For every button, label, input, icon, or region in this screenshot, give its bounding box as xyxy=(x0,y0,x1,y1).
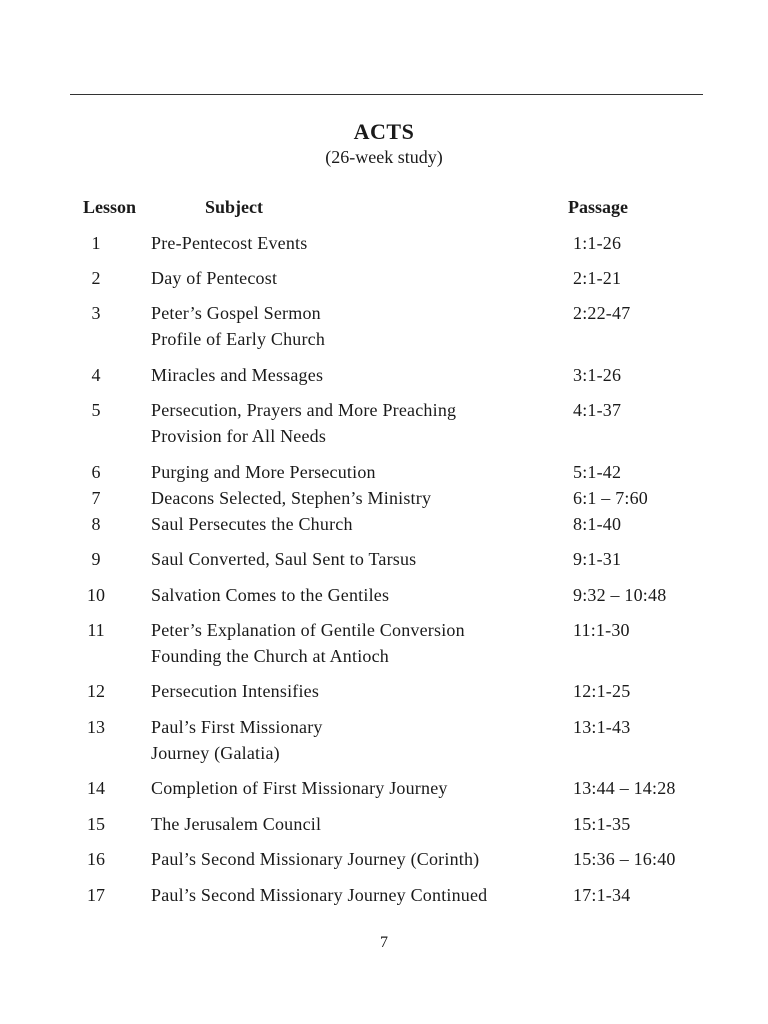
lesson-passage: 13:1-43 xyxy=(573,717,631,737)
subject-line: Paul’s First Missionary xyxy=(151,717,323,737)
lesson-number: 11 xyxy=(87,620,105,640)
lesson-number: 7 xyxy=(91,488,101,508)
lesson-passage: 13:44 – 14:28 xyxy=(573,778,676,798)
lesson-number: 13 xyxy=(87,717,105,737)
lesson-number: 4 xyxy=(91,365,101,385)
lesson-number: 16 xyxy=(87,849,105,869)
lesson-number: 15 xyxy=(87,814,105,834)
subject-line: Peter’s Explanation of Gentile Conversion xyxy=(151,620,465,640)
header-subject: Subject xyxy=(205,197,263,217)
subject-line: Completion of First Missionary Journey xyxy=(151,778,448,798)
lesson-number: 1 xyxy=(91,233,101,253)
subject-line: Salvation Comes to the Gentiles xyxy=(151,585,390,605)
lesson-subject xyxy=(151,617,465,669)
lesson-subject xyxy=(151,397,456,449)
subject-line: Provision for All Needs xyxy=(151,426,327,446)
lesson-subject xyxy=(151,511,353,537)
subject-line: Saul Converted, Saul Sent to Tarsus xyxy=(151,549,417,569)
subject-line: Miracles and Messages xyxy=(151,365,324,385)
lesson-subject xyxy=(151,882,487,908)
lesson-passage: 15:36 – 16:40 xyxy=(573,849,676,869)
lesson-subject xyxy=(151,265,277,291)
lesson-passage: 9:1-31 xyxy=(573,549,622,569)
lesson-passage: 5:1-42 xyxy=(573,462,622,482)
header-passage: Passage xyxy=(568,197,628,217)
subject-line: Journey (Galatia) xyxy=(151,743,280,763)
lesson-subject xyxy=(151,678,319,704)
lesson-number: 12 xyxy=(87,681,105,701)
lesson-subject xyxy=(151,811,321,837)
lesson-subject xyxy=(151,362,323,388)
subject-line: Persecution, Prayers and More Preaching xyxy=(151,400,457,420)
subject-line: Founding the Church at Antioch xyxy=(151,646,389,666)
lesson-passage: 17:1-34 xyxy=(573,885,631,905)
lesson-number: 6 xyxy=(91,462,101,482)
subject-line: The Jerusalem Council xyxy=(151,814,322,834)
lesson-subject xyxy=(151,230,307,256)
page-subtitle: (26-week study) xyxy=(325,147,443,167)
lesson-passage: 12:1-25 xyxy=(573,681,631,701)
subject-line: Saul Persecutes the Church xyxy=(151,514,353,534)
lesson-passage: 3:1-26 xyxy=(573,365,622,385)
subject-line: Peter’s Gospel Sermon xyxy=(151,303,321,323)
lesson-number: 3 xyxy=(91,303,101,323)
subject-line: Paul’s Second Missionary Journey (Corinth) xyxy=(151,849,480,869)
lesson-passage: 4:1-37 xyxy=(573,400,622,420)
lesson-subject xyxy=(151,846,479,872)
lesson-number: 5 xyxy=(91,400,101,420)
lesson-number: 14 xyxy=(87,778,105,798)
lesson-subject xyxy=(151,582,389,608)
lesson-number: 8 xyxy=(91,514,101,534)
lesson-number: 2 xyxy=(91,268,101,288)
lesson-subject xyxy=(151,775,448,801)
subject-line: Persecution Intensifies xyxy=(151,681,320,701)
page-number: 7 xyxy=(380,934,388,951)
lesson-passage: 6:1 – 7:60 xyxy=(573,488,649,508)
subject-line: Deacons Selected, Stephen’s Ministry xyxy=(151,488,432,508)
lesson-passage: 9:32 – 10:48 xyxy=(573,585,667,605)
lesson-passage: 2:22-47 xyxy=(573,303,631,323)
lesson-passage: 1:1-26 xyxy=(573,233,622,253)
subject-line: Paul’s Second Missionary Journey Continued xyxy=(151,885,488,905)
page-title: ACTS xyxy=(353,119,415,144)
lesson-passage: 15:1-35 xyxy=(573,814,631,834)
subject-line: Day of Pentecost xyxy=(151,268,278,288)
lesson-number: 9 xyxy=(91,549,101,569)
lesson-passage: 2:1-21 xyxy=(573,268,622,288)
lesson-number: 17 xyxy=(87,885,105,905)
lesson-subject xyxy=(151,459,376,485)
lesson-subject xyxy=(151,546,416,572)
lesson-passage: 8:1-40 xyxy=(573,514,622,534)
lesson-subject xyxy=(151,714,323,766)
lesson-subject xyxy=(151,300,325,352)
top-rule xyxy=(70,94,703,95)
lesson-number: 10 xyxy=(87,585,105,605)
header-lesson: Lesson xyxy=(83,197,137,217)
subject-line: Purging and More Persecution xyxy=(151,462,376,482)
lesson-subject xyxy=(151,485,431,511)
subject-line: Profile of Early Church xyxy=(151,329,326,349)
subject-line: Pre-Pentecost Events xyxy=(151,233,308,253)
lesson-passage: 11:1-30 xyxy=(573,620,630,640)
